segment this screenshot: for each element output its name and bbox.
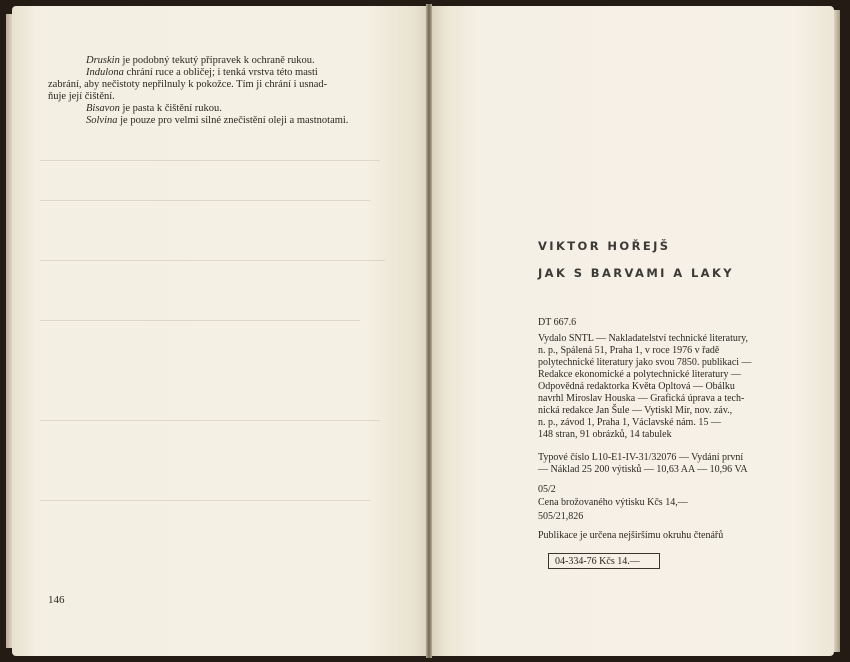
- paragraph-text: chrání ruce a obličej; i tenká vrstva této masti: [123, 67, 318, 78]
- right-page-edge: [834, 10, 840, 652]
- imprint-line: 148 stran, 91 obrázků, 14 tabulek: [538, 429, 672, 440]
- imprint-line: polytechnické literatury jako svou 7850. publikaci —: [538, 357, 752, 368]
- type-number-line: Typové číslo L10-E1-IV-31/32076 — Vydání první: [538, 452, 744, 463]
- paragraph-text: je pasta k čištění rukou.: [119, 103, 222, 114]
- paragraph-bisavon: [86, 103, 222, 116]
- imprint-line: Redakce ekonomické a polytechnické literatury —: [538, 369, 741, 380]
- price-stamp: 04-334-76 Kčs 14.—: [548, 553, 660, 569]
- term-druskin: Druskin: [86, 55, 120, 66]
- book-gutter: [426, 4, 432, 658]
- reference-number: 505/21,826: [538, 511, 584, 522]
- paragraph-line: [48, 79, 327, 92]
- paragraph-indulona: [86, 67, 318, 80]
- dt-classification: DT 667.6: [538, 317, 577, 328]
- term-indulona: Indulona: [86, 67, 124, 78]
- type-number-line: — Náklad 25 200 výtisků — 10,63 AA — 10,96 VA: [538, 464, 748, 475]
- imprint-line: nická redakce Jan Šule — Vytiskl Mír, nov. záv.,: [538, 405, 733, 416]
- price-line: Cena brožovaného výtisku Kčs 14,—: [538, 497, 688, 508]
- imprint-line: Vydalo SNTL — Nakladatelství technické literatury,: [538, 333, 749, 344]
- book-author: VIKTOR HOŘEJŠ: [538, 239, 671, 253]
- book-title: JAK S BARVAMI A LAKY: [538, 266, 735, 280]
- paragraph-druskin: [86, 55, 315, 68]
- page-number: 146: [48, 594, 65, 606]
- paragraph-solvina: [86, 115, 348, 128]
- term-bisavon: Bisavon: [86, 103, 120, 114]
- audience-line: Publikace je určena nejširšímu okruhu čtenářů: [538, 530, 724, 541]
- imprint-line: n. p., závod 1, Praha 1, Václavské nám. 15 —: [538, 417, 721, 428]
- paragraph-text: je podobný tekutý přípravek k ochraně rukou.: [119, 55, 315, 66]
- paragraph-text: je pouze pro velmi silné znečistění oleji a mastnotami.: [117, 115, 349, 126]
- imprint-line: n. p., Spálená 51, Praha 1, v roce 1976 v řadě: [538, 345, 720, 356]
- paragraph-line: [48, 91, 115, 104]
- paragraph-text: ňuje její čištění.: [48, 91, 115, 102]
- paragraph-text: zabrání, aby nečistoty nepřilnuly k pokožce. Tím ji chrání i usnad-: [48, 79, 328, 90]
- code-line: 05/2: [538, 484, 556, 495]
- imprint-line: Odpovědná redaktorka Květa Opltová — Obálku: [538, 381, 735, 392]
- term-solvina: Solvina: [86, 115, 118, 126]
- imprint-line: navrhl Miroslav Houska — Grafická úprava a tech-: [538, 393, 745, 404]
